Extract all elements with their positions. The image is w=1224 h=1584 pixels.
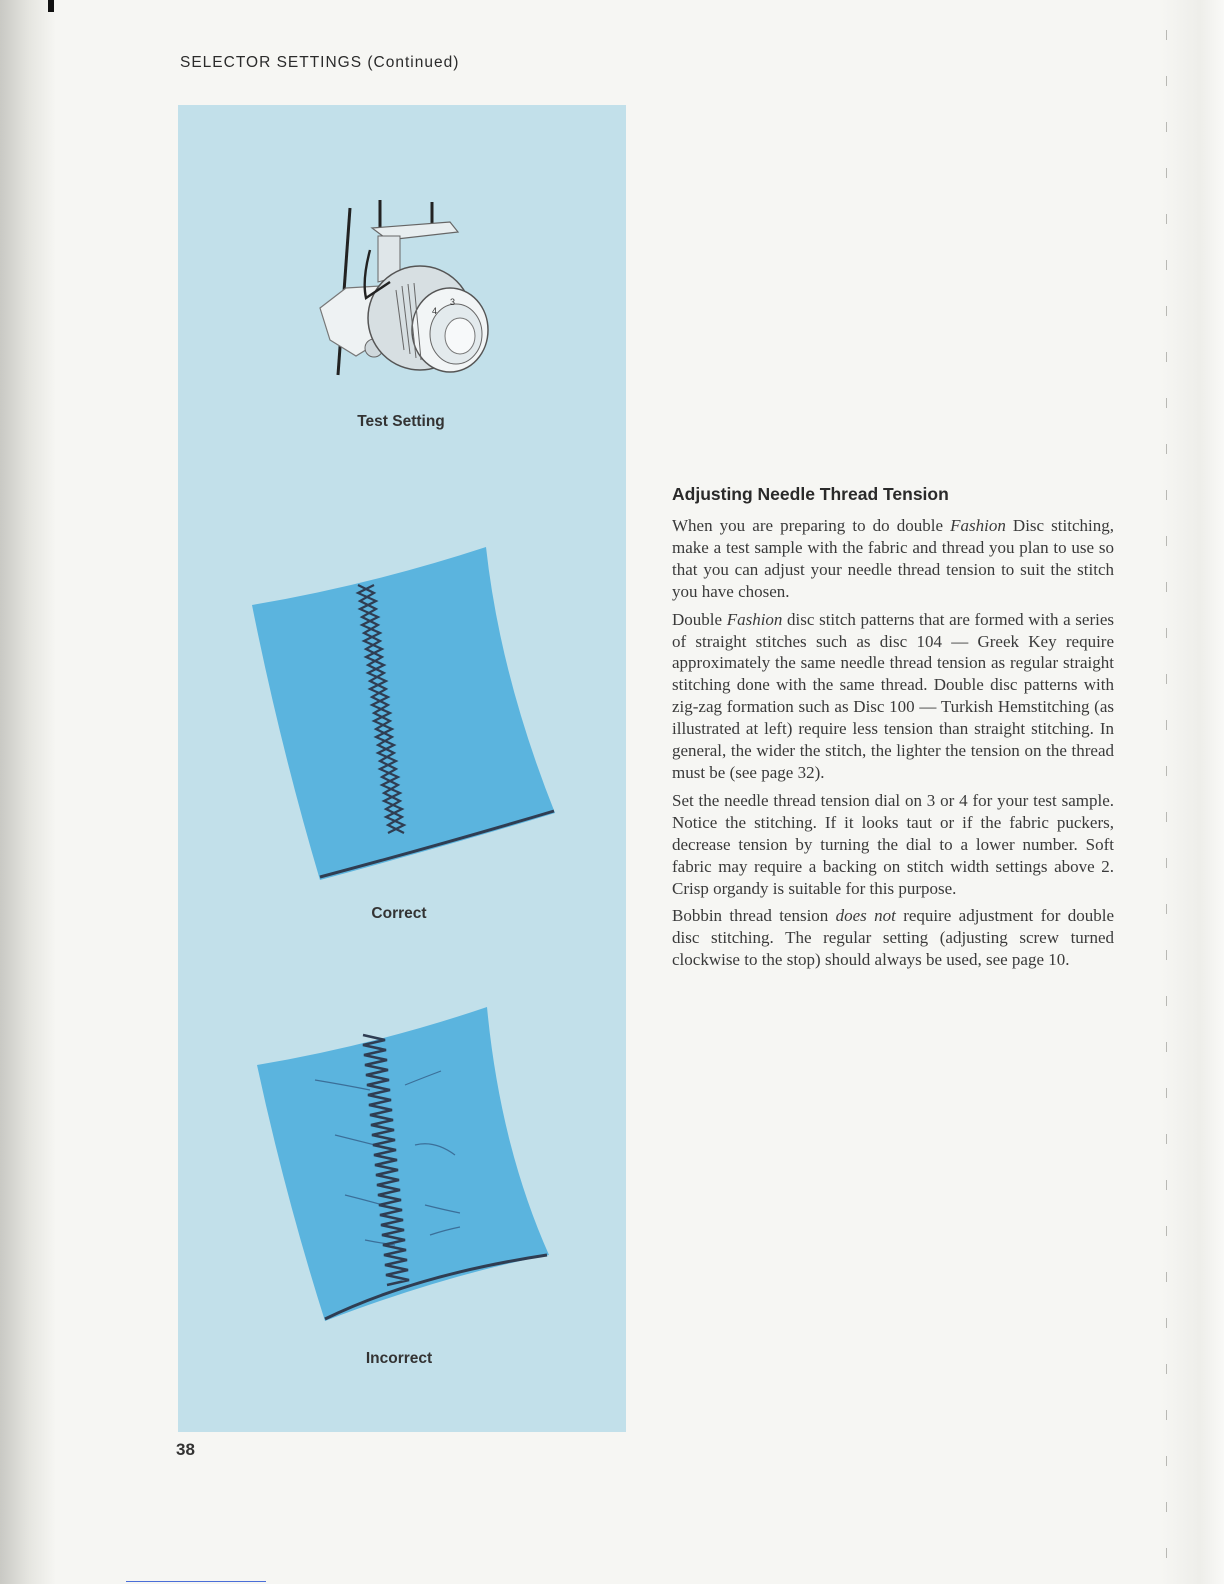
paragraph-4 [672,905,1114,971]
page-shadow-right [1160,0,1224,1584]
p2-emphasis: Fashion [726,609,783,629]
bottom-blue-rule [126,1581,266,1582]
p1-emphasis: Fashion [950,516,1006,535]
caption-incorrect: Incorrect [365,1350,433,1367]
tension-dial-illustration [300,190,510,390]
tension-section [672,484,1114,977]
right-margin-marks [1166,30,1167,1570]
p2-text-b: disc stitch patterns that are formed with a series of straight stitches such as disc 104 — Greek Key require approximately the same needle thread tension as regular straight stitching done with the same thread. Double disc patterns with zig-zag formation such as Disc 100 — Turkish Hemstitching (as illustrated at left) require less tension than straight stitching. In general, the wider the stitch, the lighter the tension on the thread must be (see page 32). [672,609,1114,782]
page-number: 38 [176,1440,195,1459]
incorrect-stitch-illustration [255,1005,555,1325]
p4-text-a: Bobbin thread tension [672,906,836,926]
p2-text-a: Double [672,609,727,629]
section-title: Adjusting Needle Thread Tension [672,484,949,504]
running-header: SELECTOR SETTINGS (Continued) [180,54,460,71]
paragraph-1 [672,515,1114,603]
paragraph-3: Set the needle thread tension dial on 3 or 4 for your test sample. Notice the stitching. If it looks taut or if the fabric puckers, decrease tension by turning the dial to a lower number. Soft fabric may require a backing on stitch width settings above 2. Crisp organdy is suitable for this purpose. [672,790,1114,898]
p4-emphasis: does not [835,906,896,926]
caption-correct: Correct [371,905,427,922]
dial-number-3: 3 [450,297,456,307]
dial-number-4: 4 [432,306,438,316]
p4-text-b: require adjustment for double disc stitching. The regular setting (adjusting screw turned clockwise to the stop) should always be used, see page 10. [672,906,1114,970]
paragraph-2 [672,609,1114,784]
page-shadow-left [0,0,56,1584]
caption-test-setting: Test Setting [357,413,445,430]
binding-mark [48,0,54,12]
correct-stitch-illustration [250,545,560,885]
p1-text-b: Disc stitching, make a test sample with the fabric and thread you plan to use so that you can adjust your needle thread tension to suit the stitch you have chosen. [672,516,1114,601]
p1-text-a: When you are preparing to do double [672,516,951,535]
